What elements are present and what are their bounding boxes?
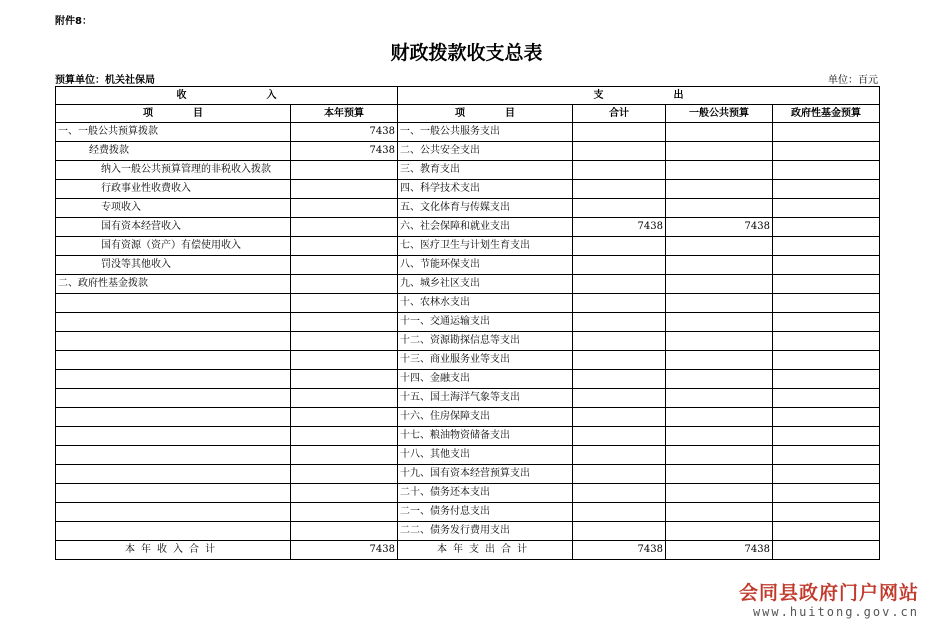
table-row — [56, 199, 880, 218]
expense-general — [666, 408, 773, 427]
income-item: 罚没等其他收入 — [56, 256, 291, 275]
expense-fund — [773, 522, 880, 541]
income-item — [56, 294, 291, 313]
expense-item: 十四、金融支出 — [398, 370, 573, 389]
table-row — [56, 142, 880, 161]
expense-item: 十七、粮油物资储备支出 — [398, 427, 573, 446]
expense-item: 十六、住房保障支出 — [398, 408, 573, 427]
expense-item: 十、农林水支出 — [398, 294, 573, 313]
income-item — [56, 446, 291, 465]
expense-general — [666, 446, 773, 465]
table-row — [56, 256, 880, 275]
income-item: 二、政府性基金拨款 — [56, 275, 291, 294]
site-watermark — [739, 578, 919, 619]
expense-general — [666, 351, 773, 370]
income-item: 一、一般公共预算拨款 — [56, 123, 291, 142]
table-row — [56, 408, 880, 427]
table-row — [56, 313, 880, 332]
col-header-general-budget: 一般公共预算 — [666, 105, 773, 123]
expense-item: 六、社会保障和就业支出 — [398, 218, 573, 237]
expense-general — [666, 275, 773, 294]
expense-total — [573, 199, 666, 218]
expense-general — [666, 484, 773, 503]
table-row — [56, 294, 880, 313]
expense-fund — [773, 161, 880, 180]
income-value — [291, 218, 398, 237]
expense-item: 九、城乡社区支出 — [398, 275, 573, 294]
table-row — [56, 389, 880, 408]
expense-item: 七、医疗卫生与计划生育支出 — [398, 237, 573, 256]
income-item — [56, 427, 291, 446]
income-value — [291, 294, 398, 313]
expense-item: 三、教育支出 — [398, 161, 573, 180]
expense-total — [573, 484, 666, 503]
income-item — [56, 408, 291, 427]
income-item — [56, 370, 291, 389]
income-item: 国有资源（资产）有偿使用收入 — [56, 237, 291, 256]
table-row — [56, 484, 880, 503]
expense-total — [573, 142, 666, 161]
expense-item: 十一、交通运输支出 — [398, 313, 573, 332]
expense-fund — [773, 389, 880, 408]
expense-total — [573, 294, 666, 313]
table-row — [56, 427, 880, 446]
income-value — [291, 408, 398, 427]
table-row — [56, 351, 880, 370]
expense-total — [573, 161, 666, 180]
expense-fund — [773, 332, 880, 351]
income-value — [291, 389, 398, 408]
expense-header: 支 出 — [398, 87, 880, 105]
expense-total-general: 7438 — [666, 541, 773, 560]
income-value — [291, 180, 398, 199]
expense-fund — [773, 123, 880, 142]
col-header-income-item: 项 目 — [56, 105, 291, 123]
income-value — [291, 237, 398, 256]
col-header-total: 合计 — [573, 105, 666, 123]
expense-fund — [773, 294, 880, 313]
expense-item: 十九、国有资本经营预算支出 — [398, 465, 573, 484]
currency-unit: 单位：百元 — [828, 75, 878, 86]
expense-item: 二、公共安全支出 — [398, 142, 573, 161]
income-item: 专项收入 — [56, 199, 291, 218]
expense-total — [573, 351, 666, 370]
expense-total — [573, 370, 666, 389]
income-item — [56, 484, 291, 503]
income-item — [56, 503, 291, 522]
expense-total: 7438 — [573, 218, 666, 237]
expense-item: 四、科学技术支出 — [398, 180, 573, 199]
budget-unit: 预算单位：机关社保局 — [55, 75, 155, 86]
expense-total-label: 本年支出合计 — [398, 541, 573, 560]
expense-general — [666, 427, 773, 446]
expense-fund — [773, 484, 880, 503]
expense-fund — [773, 256, 880, 275]
income-value — [291, 161, 398, 180]
income-value — [291, 370, 398, 389]
income-value — [291, 256, 398, 275]
expense-total — [573, 389, 666, 408]
page-title: 财政拨款收支总表 — [390, 42, 543, 64]
expense-item: 二二、债务发行费用支出 — [398, 522, 573, 541]
table-row — [56, 446, 880, 465]
expense-general — [666, 313, 773, 332]
income-item — [56, 351, 291, 370]
expense-fund — [773, 503, 880, 522]
expense-general: 7438 — [666, 218, 773, 237]
col-header-fund-budget: 政府性基金预算 — [773, 105, 880, 123]
table-row — [56, 503, 880, 522]
table-row — [56, 218, 880, 237]
income-item: 经费拨款 — [56, 142, 291, 161]
expense-item: 一、一般公共服务支出 — [398, 123, 573, 142]
income-item — [56, 313, 291, 332]
table-row — [56, 465, 880, 484]
expense-item: 十八、其他支出 — [398, 446, 573, 465]
income-item: 行政事业性收费收入 — [56, 180, 291, 199]
expense-total — [573, 332, 666, 351]
income-value — [291, 199, 398, 218]
income-value: 7438 — [291, 123, 398, 142]
income-value — [291, 446, 398, 465]
expense-general — [666, 237, 773, 256]
table-row — [56, 370, 880, 389]
expense-general — [666, 123, 773, 142]
expense-total-fund — [773, 541, 880, 560]
expense-total — [573, 180, 666, 199]
income-item — [56, 389, 291, 408]
expense-general — [666, 142, 773, 161]
expense-fund — [773, 237, 880, 256]
expense-total — [573, 313, 666, 332]
totals-row — [56, 541, 880, 560]
expense-general — [666, 180, 773, 199]
budget-table — [55, 86, 880, 560]
income-value — [291, 522, 398, 541]
table-row — [56, 161, 880, 180]
expense-fund — [773, 199, 880, 218]
column-header-row — [56, 105, 880, 123]
expense-total — [573, 275, 666, 294]
expense-fund — [773, 446, 880, 465]
expense-total — [573, 237, 666, 256]
expense-total — [573, 427, 666, 446]
watermark-url: www.huitong.gov.cn — [752, 605, 919, 619]
expense-fund — [773, 275, 880, 294]
expense-item: 十三、商业服务业等支出 — [398, 351, 573, 370]
expense-fund — [773, 142, 880, 161]
expense-fund — [773, 370, 880, 389]
expense-total — [573, 256, 666, 275]
expense-general — [666, 370, 773, 389]
income-value — [291, 351, 398, 370]
expense-general — [666, 161, 773, 180]
section-header-row — [56, 87, 880, 105]
watermark-site-name: 会同县政府门户网站 — [738, 582, 919, 604]
income-value — [291, 313, 398, 332]
expense-fund — [773, 408, 880, 427]
income-item — [56, 465, 291, 484]
income-value — [291, 465, 398, 484]
expense-total — [573, 465, 666, 484]
table-row — [56, 180, 880, 199]
expense-fund — [773, 427, 880, 446]
expense-general — [666, 503, 773, 522]
income-value — [291, 427, 398, 446]
expense-general — [666, 465, 773, 484]
income-item — [56, 522, 291, 541]
table-row — [56, 522, 880, 541]
expense-item: 二十、债务还本支出 — [398, 484, 573, 503]
expense-total — [573, 522, 666, 541]
expense-total — [573, 123, 666, 142]
expense-item: 十五、国土海洋气象等支出 — [398, 389, 573, 408]
table-row — [56, 275, 880, 294]
expense-fund — [773, 351, 880, 370]
income-item: 纳入一般公共预算管理的非税收入拨款 — [56, 161, 291, 180]
expense-general — [666, 199, 773, 218]
income-item — [56, 332, 291, 351]
expense-fund — [773, 313, 880, 332]
income-item: 国有资本经营收入 — [56, 218, 291, 237]
income-value: 7438 — [291, 142, 398, 161]
expense-fund — [773, 180, 880, 199]
expense-total — [573, 408, 666, 427]
expense-item: 十二、资源勘探信息等支出 — [398, 332, 573, 351]
table-row — [56, 123, 880, 142]
expense-general — [666, 522, 773, 541]
expense-general — [666, 389, 773, 408]
income-total-label: 本年收入合计 — [56, 541, 291, 560]
expense-item: 五、文化体育与传媒支出 — [398, 199, 573, 218]
income-value — [291, 484, 398, 503]
attachment-label: 附件8： — [55, 16, 92, 27]
income-total-value: 7438 — [291, 541, 398, 560]
expense-fund — [773, 218, 880, 237]
income-value — [291, 503, 398, 522]
table-row — [56, 237, 880, 256]
expense-total-sum: 7438 — [573, 541, 666, 560]
income-value — [291, 332, 398, 351]
expense-general — [666, 294, 773, 313]
expense-general — [666, 332, 773, 351]
table-row — [56, 332, 880, 351]
expense-item: 八、节能环保支出 — [398, 256, 573, 275]
income-header: 收 入 — [56, 87, 398, 105]
col-header-current-budget: 本年预算 — [291, 105, 398, 123]
expense-total — [573, 446, 666, 465]
expense-item: 二一、债务付息支出 — [398, 503, 573, 522]
income-value — [291, 275, 398, 294]
col-header-expense-item: 项 目 — [398, 105, 573, 123]
expense-total — [573, 503, 666, 522]
expense-general — [666, 256, 773, 275]
expense-fund — [773, 465, 880, 484]
